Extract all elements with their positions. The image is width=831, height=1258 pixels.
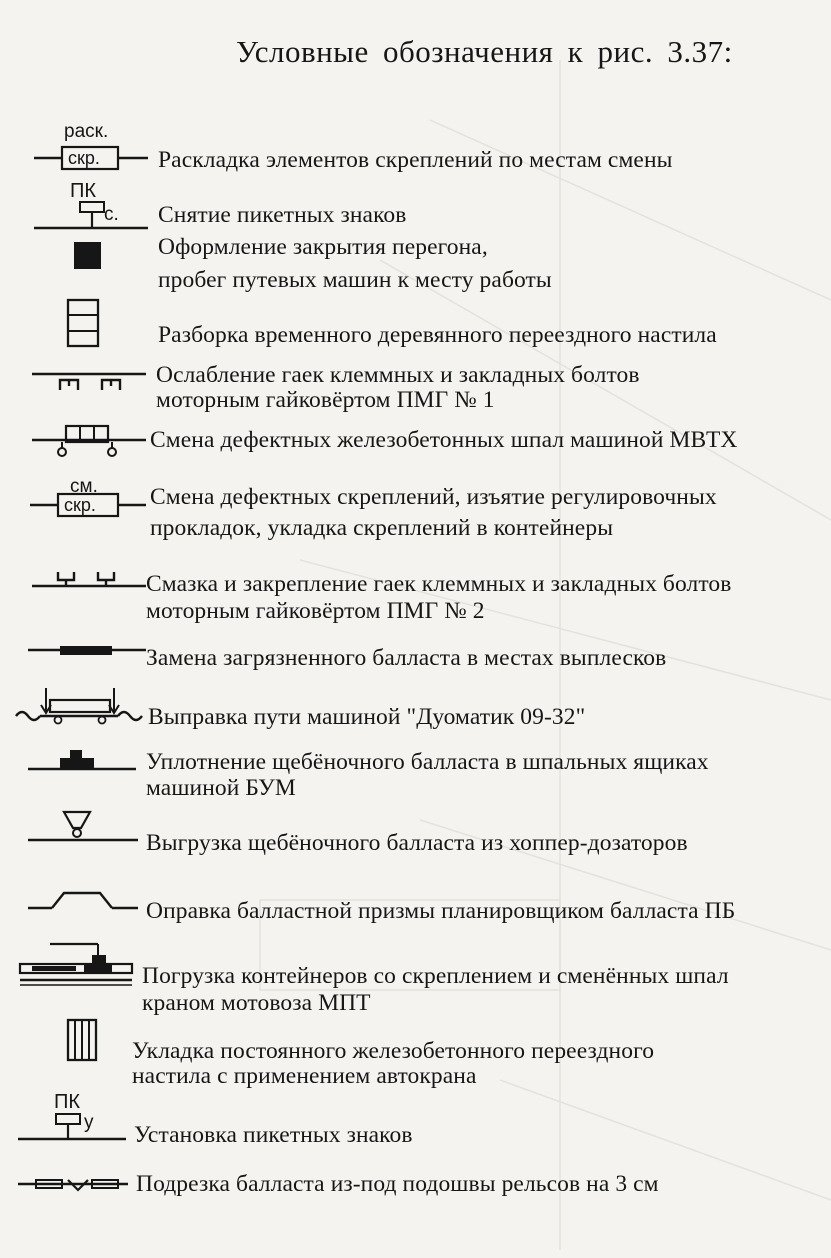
legend-item-description: Смазка и закрепление гаек клеммных и закладных болтов bbox=[146, 571, 732, 597]
legend-item-description: Погрузка контейнеров со скреплением и сменённых шпал bbox=[142, 963, 729, 989]
svg-text:скр.: скр. bbox=[64, 495, 96, 515]
legend-item-description: Подрезка балласта из-под подошвы рельсов на 3 см bbox=[136, 1171, 659, 1197]
legend-item-description: Выгрузка щебёночного балласта из хоппер-дозаторов bbox=[146, 830, 688, 856]
legend-item-description: Снятие пикетных знаков bbox=[158, 202, 407, 228]
svg-text:с.: с. bbox=[104, 204, 119, 225]
legend-item-description: краном мотовоза МПТ bbox=[142, 990, 371, 1016]
ballast-undercut-symbol bbox=[0, 0, 160, 1200]
legend-item-description: моторным гайковёртом ПМГ № 1 bbox=[156, 387, 495, 413]
legend-item-description: Замена загрязненного балласта в местах выплесков bbox=[146, 645, 667, 671]
legend-item-description: Выправка пути машиной "Дуоматик 09-32" bbox=[148, 704, 586, 730]
legend-item-description: Смена дефектных железобетонных шпал машиной МВТХ bbox=[150, 427, 738, 453]
legend-item-description: Установка пикетных знаков bbox=[134, 1122, 413, 1148]
legend-item-description: моторным гайковёртом ПМГ № 2 bbox=[146, 598, 485, 624]
legend-item-description: Оформление закрытия перегона, bbox=[158, 234, 488, 260]
legend-item-description: Оправка балластной призмы планировщиком балласта ПБ bbox=[146, 898, 736, 924]
svg-text:раск.: раск. bbox=[64, 121, 109, 142]
svg-text:ПК: ПК bbox=[54, 1091, 81, 1113]
legend-item-description: Уплотнение щебёночного балласта в шпальных ящиках bbox=[146, 749, 709, 775]
legend-title: Условные обозначения к рис. 3.37: bbox=[236, 34, 733, 69]
legend-item-description: настила с применением автокрана bbox=[132, 1063, 477, 1089]
svg-text:см.: см. bbox=[70, 476, 98, 497]
legend-item-description: Разборка временного деревянного переездного настила bbox=[158, 322, 717, 348]
legend-item-description: Ослабление гаек клеммных и закладных болтов bbox=[156, 362, 640, 388]
legend-item-description: Укладка постоянного железобетонного переездного bbox=[132, 1038, 655, 1064]
legend-item-description: Смена дефектных скреплений, изъятие регулировочных bbox=[150, 484, 717, 510]
legend-item-description: машиной БУМ bbox=[146, 775, 296, 801]
svg-text:ПК: ПК bbox=[70, 180, 97, 202]
svg-text:скр.: скр. bbox=[68, 148, 100, 168]
legend-item-description: Раскладка элементов скреплений по местам смены bbox=[158, 147, 673, 173]
legend-item-description: пробег путевых машин к месту работы bbox=[158, 267, 552, 293]
legend-item-description: прокладок, укладка скреплений в контейнеры bbox=[150, 515, 614, 541]
svg-text:у: у bbox=[84, 1112, 94, 1133]
